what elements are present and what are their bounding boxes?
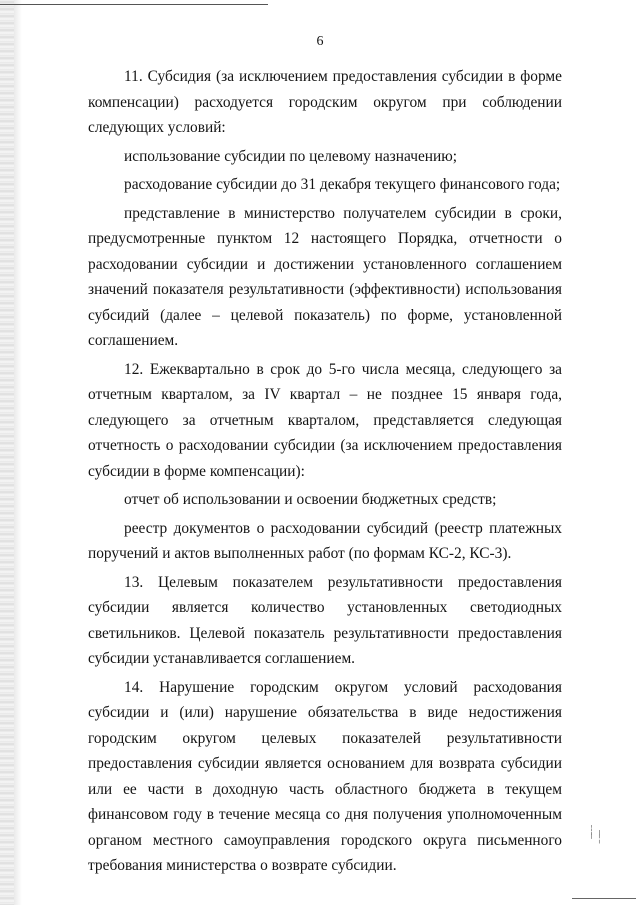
condition-item: использование субсидии по целевому назначению; xyxy=(124,147,458,165)
page-number: 6 xyxy=(316,34,324,49)
report-item: реестр документов о расходовании субсидий (реестр платежных поручений и актов выполненных работ (по формам КС-2, КС-3). xyxy=(88,519,562,562)
paragraph-11: 11. Субсидия (за исключением предоставления субсидии в форме компенсации) расходуется городским округом при соблюдении следующих условий: xyxy=(88,68,562,136)
paragraph-14: 14. Нарушение городским округом условий расходования субсидии и (или) нарушение обязательства в виде недостижения городским округом целевых показателей результативности предоставления субсидии является основанием для возврата субсидии или ее части в доходную часть областного бюджета в текущем финансовом году в течение месяца со дня получения уполномоченным органом местного самоуправления городского округа письменного требования министерства о возврате субсидии. xyxy=(88,678,562,874)
paragraph-12: 12. Ежеквартально в срок до 5-го числа месяца, следующего за отчетным кварталом, за IV квартал – не позднее 15 января года, следующего за отчетным кварталом, представляется следующая отчетность о расходовании субсидии (за исключением предоставления субсидии в форме компенсации): xyxy=(88,360,562,480)
scan-edge xyxy=(0,0,14,905)
condition-item: представление в министерство получателем субсидии в сроки, предусмотренные пунктом 12 настоящего Порядка, отчетности о расходовании субсидии и достижении установленного соглашением значений показателя результативности (эффективности) использования субсидий (далее – целевой показатель) по форме, установленной соглашением. xyxy=(88,204,562,349)
scan-marks: ┆ ╷ ╵ ╎ xyxy=(588,825,602,844)
document-body xyxy=(88,64,562,882)
top-rule xyxy=(0,4,268,5)
bottom-rule xyxy=(572,898,636,899)
condition-item: расходование субсидии до 31 декабря текущего финансового года; xyxy=(124,176,561,193)
scan-edge-shadow xyxy=(14,0,22,905)
paragraph-13: 13. Целевым показателем результативности предоставления субсидии является количество установленных светодиодных светильников. Целевой показатель результативности предоставления субсидии устанавливается соглашением. xyxy=(88,573,562,667)
report-item: отчет об использовании и освоении бюджетных средств; xyxy=(124,491,497,508)
